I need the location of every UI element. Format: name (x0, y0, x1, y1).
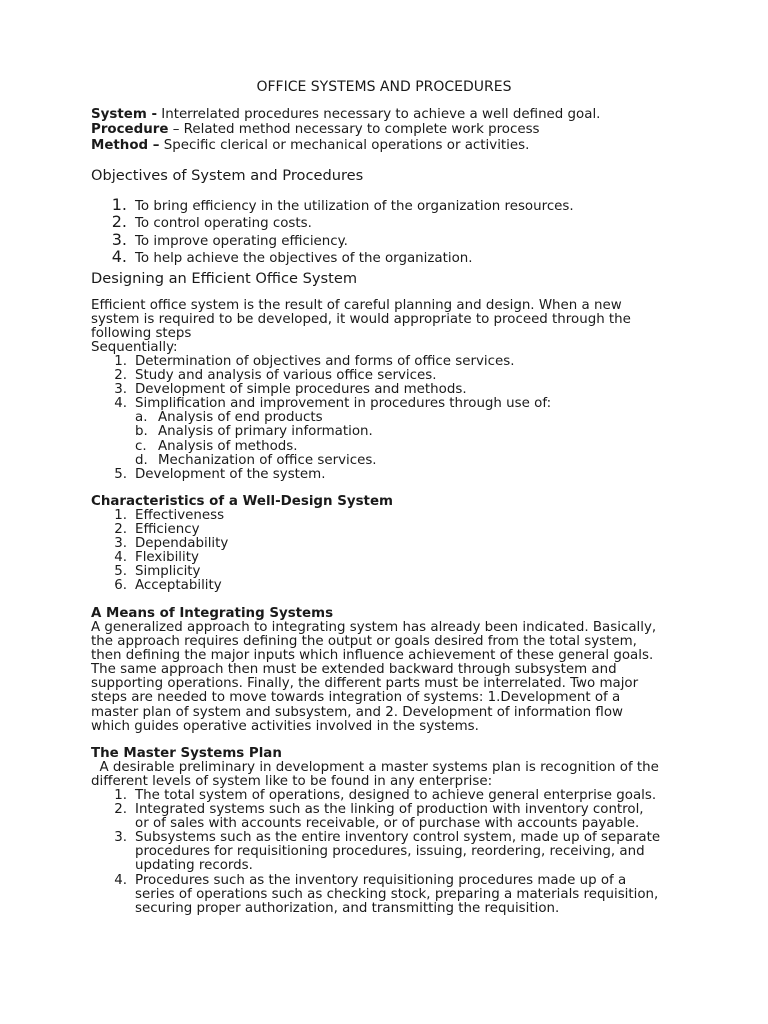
paragraph-line: steps are needed to move towards integration of systems: 1.Development of a (91, 690, 621, 706)
list-number: 4. (114, 550, 127, 566)
list-text: Acceptability (135, 578, 222, 594)
list-number: 1. (114, 788, 127, 803)
paragraph-line: master plan of system and subsystem, and 2. Development of information flow (91, 704, 623, 720)
list-letter: d. (135, 452, 148, 468)
paragraph-line: the approach requires defining the output or goals desired from the total system, (91, 634, 637, 650)
list-letter: b. (135, 424, 148, 440)
definitions (91, 107, 691, 153)
designing-heading: Designing an Efficient Office System (91, 270, 358, 287)
definition-text: Specific clerical or mechanical operations or activities. (159, 137, 530, 153)
definition-procedure (91, 122, 691, 137)
designing-paragraph (91, 299, 691, 355)
list-item (91, 355, 691, 369)
list-item (91, 537, 691, 551)
list-item (91, 803, 691, 831)
paragraph-line: Efficient office system is the result of careful planning and design. When a new (91, 298, 622, 313)
list-item (91, 565, 691, 579)
list-number: 2. (114, 368, 127, 384)
characteristics-list (91, 509, 691, 594)
definition-text: – Related method necessary to complete work process (168, 122, 540, 138)
list-text: Simplicity (135, 564, 201, 580)
definition-text: Interrelated procedures necessary to achieve a well defined goal. (157, 107, 601, 122)
list-text: Integrated systems such as the linking of production with inventory control, (135, 802, 644, 818)
paragraph-line: following steps (91, 326, 192, 342)
list-number: 1. (111, 195, 127, 214)
definition-system (91, 107, 691, 122)
sub-list-item (91, 411, 691, 425)
paragraph-line: which guides operative activities involved in the systems. (91, 718, 479, 734)
list-number: 1. (114, 354, 127, 369)
designing-list (91, 355, 691, 482)
list-number: 4. (111, 247, 127, 267)
list-text: Development of the system. (135, 466, 326, 482)
list-text: series of operations such as checking stock, preparing a materials requisition, (135, 886, 659, 902)
list-item (91, 509, 691, 523)
list-item (91, 369, 691, 383)
list-item (91, 579, 691, 593)
list-number: 3. (114, 830, 127, 846)
list-text: Flexibility (135, 550, 199, 566)
list-item (91, 789, 691, 803)
list-number: 2. (114, 522, 127, 538)
list-number: 5. (114, 564, 127, 580)
list-text: Procedures such as the inventory requisitioning procedures made up of a (135, 872, 627, 888)
list-letter: a. (135, 410, 148, 426)
list-text: Determination of objectives and forms of office services. (135, 354, 515, 369)
definition-term: Procedure (91, 122, 169, 138)
list-text: updating records. (135, 858, 253, 874)
definition-method (91, 138, 691, 153)
list-item (91, 249, 691, 266)
list-item (91, 214, 691, 231)
list-text: Mechanization of office services. (158, 452, 377, 468)
list-text: procedures for requisitioning procedures, issuing, reordering, receiving, and (135, 844, 645, 860)
list-text: To bring efficiency in the utilization of the organization resources. (135, 199, 574, 214)
definition-term: Method – (91, 137, 160, 153)
list-number: 3. (114, 382, 127, 398)
list-text: Analysis of primary information. (158, 424, 373, 440)
paragraph-line: Sequentially: (91, 340, 178, 356)
list-text: Efficiency (135, 522, 200, 538)
master-list (91, 789, 691, 916)
list-item (91, 551, 691, 565)
sub-list-item (91, 454, 691, 468)
paragraph-line: A desirable preliminary in development a master systems plan is recognition of the (91, 760, 659, 775)
integrating-heading: A Means of Integrating Systems (91, 606, 334, 621)
objectives-heading: Objectives of System and Procedures (91, 167, 364, 184)
list-item (91, 468, 691, 482)
sub-list-item (91, 440, 691, 454)
master-heading: The Master Systems Plan (91, 746, 282, 761)
list-text: securing proper authorization, and transmitting the requisition. (135, 900, 560, 916)
list-text: or of sales with accounts receivable, or of purchase with accounts payable. (135, 816, 640, 832)
list-text: To help achieve the objectives of the organization. (135, 251, 473, 267)
list-item (91, 383, 691, 397)
paragraph-line: then defining the major inputs which influence achievement of these general goals. (91, 648, 654, 664)
master-paragraph (91, 761, 691, 789)
paragraph-line: different levels of system like to be found in any enterprise: (91, 774, 493, 790)
list-number: 2. (114, 802, 127, 818)
definition-term: System - (91, 107, 157, 122)
list-letter: c. (135, 438, 147, 454)
list-number: 3. (111, 229, 127, 249)
document-title: OFFICE SYSTEMS AND PROCEDURES (256, 79, 512, 95)
list-text: The total system of operations, designed to achieve general enterprise goals. (135, 788, 657, 803)
list-number: 1. (114, 508, 127, 523)
list-text: Analysis of methods. (158, 438, 298, 454)
list-item (91, 831, 691, 873)
list-text: Simplification and improvement in procedures through use of: (135, 396, 552, 412)
list-text: Subsystems such as the entire inventory control system, made up of separate (135, 830, 661, 846)
list-text: Analysis of end products (158, 410, 323, 426)
list-text: Development of simple procedures and methods. (135, 382, 467, 398)
list-item (91, 197, 691, 214)
list-text: To improve operating efficiency. (135, 233, 348, 249)
list-item (91, 397, 691, 411)
list-text: To control operating costs. (135, 216, 312, 232)
list-number: 4. (114, 872, 127, 888)
sub-list-item (91, 425, 691, 439)
list-item (91, 874, 691, 916)
list-number: 6. (114, 578, 127, 594)
paragraph-line: The same approach then must be extended backward through subsystem and (91, 662, 617, 678)
paragraph-line: A generalized approach to integrating system has already been indicated. Basically, (91, 620, 657, 635)
list-number: 2. (111, 212, 127, 232)
integrating-paragraph (91, 621, 691, 734)
list-item (91, 229, 691, 249)
paragraph-line: system is required to be developed, it would appropriate to proceed through the (91, 312, 631, 328)
list-text: Effectiveness (135, 508, 225, 523)
characteristics-heading: Characteristics of a Well-Design System (91, 494, 393, 509)
list-number: 3. (114, 536, 127, 552)
list-number: 5. (114, 466, 127, 482)
objectives-list (91, 197, 691, 267)
list-text: Dependability (135, 536, 229, 552)
list-number: 4. (114, 396, 127, 412)
list-text: Study and analysis of various office services. (135, 368, 437, 384)
paragraph-line: supporting operations. Finally, the different parts must be interrelated. Two major (91, 676, 639, 692)
list-item (91, 523, 691, 537)
